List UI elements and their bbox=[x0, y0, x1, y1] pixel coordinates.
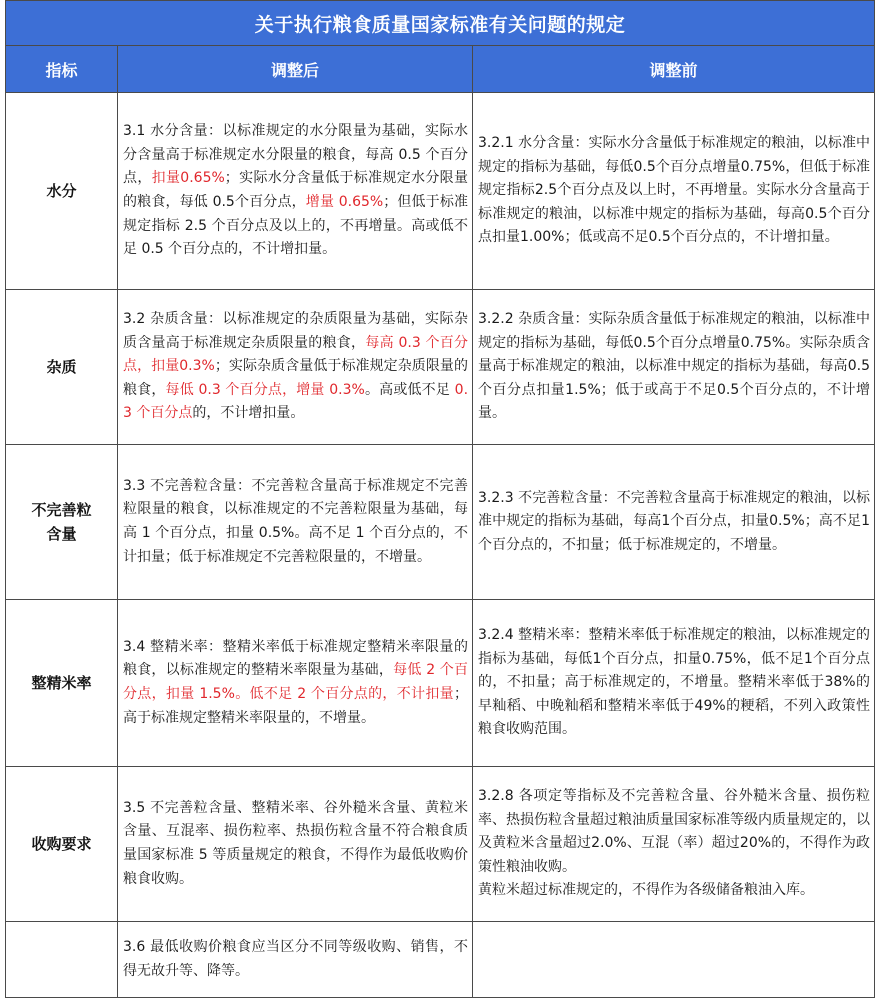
cell-text: 3.2.8 各项定等指标及不完善粒含量、谷外糙米含量、损伤粒率、热损伤粒含量超过粮油质量国家标准等级内质量规定的，以及黄粒米含量超过2.0%、互混（率）超过20%的，不得作为政策性粮油收购。 bbox=[478, 788, 871, 875]
cell-after bbox=[118, 600, 473, 767]
row-label-line: 不完善粒 bbox=[31, 501, 92, 519]
table-row bbox=[6, 600, 875, 767]
cell-text: ；实际水分含量低于标准规定水分限量的粮食，每低 0.5个百分点， bbox=[123, 170, 469, 210]
header-after: 调整后 bbox=[118, 46, 473, 93]
row-label bbox=[6, 445, 118, 600]
cell-text: 的，不计增扣量。 bbox=[192, 405, 305, 422]
cell-before bbox=[473, 922, 875, 998]
highlight-text: 扣量0.65% bbox=[151, 170, 225, 187]
cell-text: 3.3 不完善粒含量：不完善粒含量高于标准规定不完善粒限量的粮食，以标准规定的不完善粒限量为基础，每高 1 个百分点，扣量 0.5%。高不足 1 个百分点的，不计扣量；低于标准规定不完善粒限量的，不增量。 bbox=[123, 477, 468, 565]
table-row bbox=[6, 93, 875, 290]
cell-text: 3.2 杂质含量：以标准规定的杂质限量为基础，实际杂质含量高于标准规定杂质限量的粮食， bbox=[123, 311, 468, 351]
cell-text: 3.1 水分含量：以标准规定的水分限量为基础，实际水分含量高于标准规定水分限量的粮食，每高 0.5 个百分点， bbox=[123, 123, 468, 187]
cell-text: ；但低于标准规定指标 2.5 个百分点及以上的，不再增量。高或低不足 0.5 个百分点的，不计增扣量。 bbox=[123, 194, 468, 258]
table-title: 关于执行粮食质量国家标准有关问题的规定 bbox=[6, 1, 875, 46]
header-row bbox=[6, 46, 875, 93]
regulation-table bbox=[5, 0, 875, 998]
cell-before bbox=[473, 93, 875, 290]
table-row bbox=[6, 922, 875, 998]
title-row bbox=[6, 1, 875, 46]
highlight-text: 0.3 个百分点 bbox=[123, 381, 469, 422]
cell-after bbox=[118, 445, 473, 600]
highlight-text: 增量 0.65% bbox=[305, 194, 384, 210]
cell-text: 3.2.1 水分含量：实际水分含量低于标准规定的粮油，以标准中规定的指标为基础，每低0.5个百分点增量0.75%，但低于标准规定指标2.5个百分点及以上时，不再增量。实际水分含量高于标准规定的粮油，以标准中规定的指标为基础，每高0.5个百分点扣量1.00%；低或高不足0.5个百分点的，不计增扣量。 bbox=[478, 135, 871, 246]
row-label: 水分 bbox=[6, 93, 118, 290]
cell-text: ；高于标准规定整精米率限量的，不增量。 bbox=[123, 686, 468, 726]
cell-text: 。高或低不足 bbox=[364, 381, 455, 398]
row-label: 杂质 bbox=[6, 290, 118, 445]
row-label: 整精米率 bbox=[6, 600, 118, 767]
cell-text: 3.2.2 杂质含量：实际杂质含量低于标准规定的粮油，以标准中规定的指标为基础，每低0.5个百分点增量0.75%。实际杂质含量高于标准规定的粮油，以标准中规定的指标为基础，每高0.5个百分点扣量1.5%；低于或高于不足0.5个百分点的，不计增量。 bbox=[478, 311, 871, 422]
cell-text: ；实际杂质含量低于标准规定杂质限量的粮食， bbox=[123, 358, 468, 398]
highlight-text: 每低 0.3 个百分点，增量 0.3% bbox=[165, 381, 365, 398]
cell-after bbox=[118, 767, 473, 922]
cell-text: 3.2.4 整精米率：整精米率低于标准规定的粮油，以标准规定的指标为基础，每低1个百分点，扣量0.75%，低不足1个百分点的，不扣量；高于标准规定的，不增量。整精米率低于38%的早籼稻、中晚籼稻和整精米率低于49%的粳稻，不列入政策性粮食收购范围。 bbox=[478, 627, 871, 738]
table-row bbox=[6, 445, 875, 600]
cell-before bbox=[473, 600, 875, 767]
header-before: 调整前 bbox=[473, 46, 875, 93]
cell-before bbox=[473, 445, 875, 600]
highlight-text: 每低 2 个百分点，扣量 1.5%。低不足 2 个百分点的，不计扣量 bbox=[123, 662, 468, 702]
cell-after bbox=[118, 922, 473, 998]
row-label bbox=[6, 922, 118, 998]
cell-text: 3.2.3 不完善粒含量：不完善粒含量高于标准规定的粮油，以标准中规定的指标为基础，每高1个百分点，扣量0.5%；高不足1个百分点的，不扣量；低于标准规定的，不增量。 bbox=[478, 489, 871, 553]
cell-text: 3.5 不完善粒含量、整精米率、谷外糙米含量、黄粒米含量、互混率、损伤粒率、热损伤粒含量不符合粮食质量国家标准 5 等质量规定的粮食，不得作为最低收购价粮食收购。 bbox=[123, 799, 468, 887]
row-label: 收购要求 bbox=[6, 767, 118, 922]
cell-after bbox=[118, 290, 473, 445]
cell-text: 3.6 最低收购价粮食应当区分不同等级收购、销售，不得无故升等、降等。 bbox=[123, 938, 468, 979]
cell-before bbox=[473, 767, 875, 922]
highlight-text: 每高 0.3 个百分点，扣量0.3% bbox=[123, 334, 468, 375]
cell-before bbox=[473, 290, 875, 445]
table-row bbox=[6, 290, 875, 445]
header-indicator: 指标 bbox=[6, 46, 118, 93]
cell-text: 3.4 整精米率：整精米率低于标准规定整精米率限量的粮食，以标准规定的整精米率限量为基础， bbox=[123, 638, 468, 679]
cell-after bbox=[118, 93, 473, 290]
cell-text: 黄粒米超过标准规定的，不得作为各级储备粮油入库。 bbox=[478, 882, 814, 899]
table-row bbox=[6, 767, 875, 922]
row-label-line: 含量 bbox=[46, 525, 77, 543]
